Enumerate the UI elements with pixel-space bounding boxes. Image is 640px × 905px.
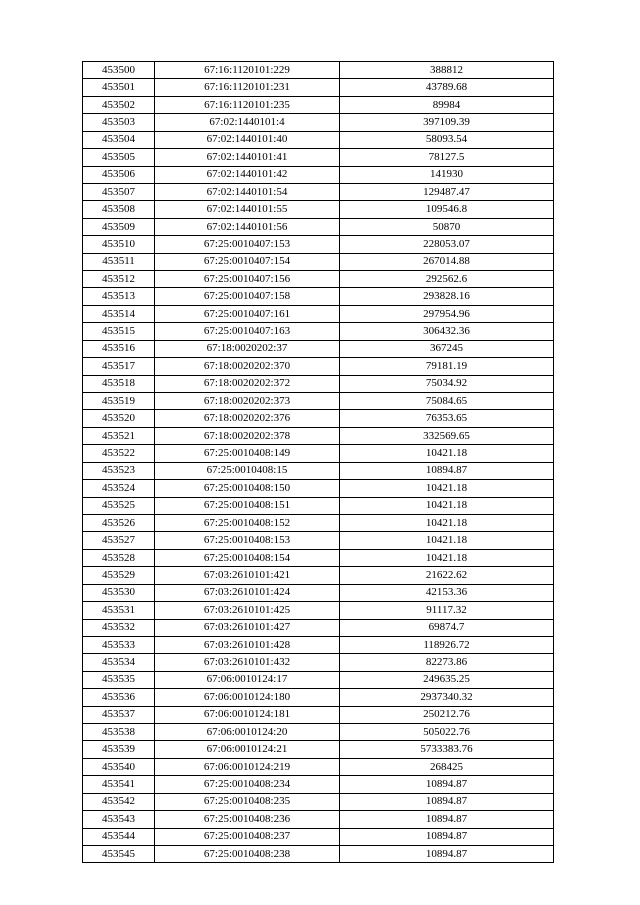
row-number-cell: 453509 — [83, 218, 155, 235]
cadastral-number-cell: 67:25:0010407:161 — [155, 305, 340, 322]
table-row — [83, 410, 554, 427]
value-cell: 306432.36 — [340, 323, 554, 340]
cadastral-number-cell: 67:02:1440101:54 — [155, 183, 340, 200]
table-row — [83, 845, 554, 862]
value-cell: 118926.72 — [340, 636, 554, 653]
value-cell: 388812 — [340, 62, 554, 79]
cadastral-number-cell: 67:06:0010124:20 — [155, 724, 340, 741]
table-row — [83, 236, 554, 253]
value-cell: 129487.47 — [340, 183, 554, 200]
cadastral-number-cell: 67:16:1120101:231 — [155, 79, 340, 96]
value-cell: 10421.18 — [340, 497, 554, 514]
cadastral-number-cell: 67:25:0010408:237 — [155, 828, 340, 845]
table-row — [83, 358, 554, 375]
row-number-cell: 453524 — [83, 480, 155, 497]
table-row — [83, 497, 554, 514]
cadastral-number-cell: 67:25:0010408:234 — [155, 776, 340, 793]
cadastral-number-cell: 67:25:0010408:235 — [155, 793, 340, 810]
table-row — [83, 323, 554, 340]
row-number-cell: 453502 — [83, 96, 155, 113]
cadastral-number-cell: 67:18:0020202:376 — [155, 410, 340, 427]
cadastral-number-cell: 67:16:1120101:229 — [155, 62, 340, 79]
table-row — [83, 96, 554, 113]
row-number-cell: 453527 — [83, 532, 155, 549]
table-row — [83, 183, 554, 200]
cadastral-number-cell: 67:18:0020202:378 — [155, 427, 340, 444]
cadastral-number-cell: 67:02:1440101:4 — [155, 114, 340, 131]
value-cell: 249635.25 — [340, 671, 554, 688]
value-cell: 332569.65 — [340, 427, 554, 444]
row-number-cell: 453529 — [83, 567, 155, 584]
row-number-cell: 453518 — [83, 375, 155, 392]
cadastral-number-cell: 67:03:2610101:432 — [155, 654, 340, 671]
table-body — [83, 62, 554, 863]
cadastral-number-cell: 67:25:0010408:152 — [155, 514, 340, 531]
table-row — [83, 427, 554, 444]
value-cell: 75084.65 — [340, 393, 554, 410]
table-row — [83, 62, 554, 79]
row-number-cell: 453528 — [83, 549, 155, 566]
cadastral-number-cell: 67:25:0010408:154 — [155, 549, 340, 566]
row-number-cell: 453505 — [83, 149, 155, 166]
cadastral-number-cell: 67:25:0010407:163 — [155, 323, 340, 340]
table-row — [83, 532, 554, 549]
row-number-cell: 453512 — [83, 271, 155, 288]
row-number-cell: 453534 — [83, 654, 155, 671]
row-number-cell: 453507 — [83, 183, 155, 200]
table-row — [83, 567, 554, 584]
cadastral-number-cell: 67:25:0010408:149 — [155, 445, 340, 462]
table-row — [83, 584, 554, 601]
cadastral-number-cell: 67:02:1440101:42 — [155, 166, 340, 183]
value-cell: 228053.07 — [340, 236, 554, 253]
row-number-cell: 453530 — [83, 584, 155, 601]
table-row — [83, 811, 554, 828]
table-row — [83, 776, 554, 793]
row-number-cell: 453544 — [83, 828, 155, 845]
row-number-cell: 453523 — [83, 462, 155, 479]
row-number-cell: 453531 — [83, 602, 155, 619]
value-cell: 76353.65 — [340, 410, 554, 427]
row-number-cell: 453514 — [83, 305, 155, 322]
cadastral-number-cell: 67:25:0010408:238 — [155, 845, 340, 862]
value-cell: 21622.62 — [340, 567, 554, 584]
cadastral-number-cell: 67:03:2610101:427 — [155, 619, 340, 636]
table-row — [83, 671, 554, 688]
row-number-cell: 453541 — [83, 776, 155, 793]
value-cell: 10894.87 — [340, 828, 554, 845]
value-cell: 10894.87 — [340, 776, 554, 793]
row-number-cell: 453508 — [83, 201, 155, 218]
row-number-cell: 453521 — [83, 427, 155, 444]
cadastral-number-cell: 67:25:0010408:151 — [155, 497, 340, 514]
row-number-cell: 453542 — [83, 793, 155, 810]
cadastral-number-cell: 67:25:0010408:15 — [155, 462, 340, 479]
value-cell: 91117.32 — [340, 602, 554, 619]
row-number-cell: 453532 — [83, 619, 155, 636]
table-row — [83, 758, 554, 775]
cadastral-number-cell: 67:25:0010408:153 — [155, 532, 340, 549]
table-row — [83, 288, 554, 305]
table-row — [83, 201, 554, 218]
cadastral-number-cell: 67:25:0010408:150 — [155, 480, 340, 497]
cadastral-number-cell: 67:06:0010124:17 — [155, 671, 340, 688]
value-cell: 397109.39 — [340, 114, 554, 131]
value-cell: 58093.54 — [340, 131, 554, 148]
cadastral-number-cell: 67:18:0020202:373 — [155, 393, 340, 410]
value-cell: 267014.88 — [340, 253, 554, 270]
table-row — [83, 114, 554, 131]
cadastral-number-cell: 67:18:0020202:37 — [155, 340, 340, 357]
row-number-cell: 453500 — [83, 62, 155, 79]
value-cell: 10421.18 — [340, 549, 554, 566]
row-number-cell: 453517 — [83, 358, 155, 375]
row-number-cell: 453522 — [83, 445, 155, 462]
cadastral-number-cell: 67:06:0010124:180 — [155, 689, 340, 706]
value-cell: 10894.87 — [340, 462, 554, 479]
cadastral-number-cell: 67:03:2610101:425 — [155, 602, 340, 619]
row-number-cell: 453543 — [83, 811, 155, 828]
value-cell: 43789.68 — [340, 79, 554, 96]
cadastral-number-cell: 67:03:2610101:424 — [155, 584, 340, 601]
row-number-cell: 453525 — [83, 497, 155, 514]
value-cell: 10421.18 — [340, 480, 554, 497]
row-number-cell: 453533 — [83, 636, 155, 653]
table-row — [83, 480, 554, 497]
table-row — [83, 689, 554, 706]
table-row — [83, 149, 554, 166]
row-number-cell: 453519 — [83, 393, 155, 410]
cadastral-number-cell: 67:02:1440101:55 — [155, 201, 340, 218]
value-cell: 292562.6 — [340, 271, 554, 288]
value-cell: 5733383.76 — [340, 741, 554, 758]
row-number-cell: 453535 — [83, 671, 155, 688]
row-number-cell: 453536 — [83, 689, 155, 706]
cadastral-number-cell: 67:18:0020202:370 — [155, 358, 340, 375]
row-number-cell: 453538 — [83, 724, 155, 741]
row-number-cell: 453515 — [83, 323, 155, 340]
data-table — [82, 61, 554, 863]
row-number-cell: 453526 — [83, 514, 155, 531]
cadastral-number-cell: 67:16:1120101:235 — [155, 96, 340, 113]
value-cell: 250212.76 — [340, 706, 554, 723]
table-row — [83, 340, 554, 357]
table-row — [83, 462, 554, 479]
table-row — [83, 514, 554, 531]
cadastral-number-cell: 67:02:1440101:41 — [155, 149, 340, 166]
cadastral-number-cell: 67:25:0010407:156 — [155, 271, 340, 288]
table-row — [83, 393, 554, 410]
row-number-cell: 453506 — [83, 166, 155, 183]
table-row — [83, 741, 554, 758]
value-cell: 10421.18 — [340, 514, 554, 531]
row-number-cell: 453520 — [83, 410, 155, 427]
cadastral-number-cell: 67:03:2610101:428 — [155, 636, 340, 653]
value-cell: 10894.87 — [340, 845, 554, 862]
value-cell: 75034.92 — [340, 375, 554, 392]
row-number-cell: 453539 — [83, 741, 155, 758]
table-row — [83, 131, 554, 148]
table-row — [83, 549, 554, 566]
table-row — [83, 654, 554, 671]
table-row — [83, 305, 554, 322]
value-cell: 141930 — [340, 166, 554, 183]
table-row — [83, 636, 554, 653]
table-row — [83, 375, 554, 392]
value-cell: 293828.16 — [340, 288, 554, 305]
value-cell: 42153.36 — [340, 584, 554, 601]
row-number-cell: 453513 — [83, 288, 155, 305]
cadastral-number-cell: 67:02:1440101:40 — [155, 131, 340, 148]
value-cell: 268425 — [340, 758, 554, 775]
value-cell: 79181.19 — [340, 358, 554, 375]
table-row — [83, 218, 554, 235]
row-number-cell: 453540 — [83, 758, 155, 775]
row-number-cell: 453516 — [83, 340, 155, 357]
value-cell: 89984 — [340, 96, 554, 113]
row-number-cell: 453545 — [83, 845, 155, 862]
table-row — [83, 602, 554, 619]
row-number-cell: 453501 — [83, 79, 155, 96]
cadastral-number-cell: 67:25:0010407:158 — [155, 288, 340, 305]
cadastral-number-cell: 67:06:0010124:181 — [155, 706, 340, 723]
value-cell: 10421.18 — [340, 445, 554, 462]
cadastral-number-cell: 67:25:0010407:153 — [155, 236, 340, 253]
table-row — [83, 253, 554, 270]
table-row — [83, 166, 554, 183]
value-cell: 50870 — [340, 218, 554, 235]
row-number-cell: 453511 — [83, 253, 155, 270]
table-row — [83, 619, 554, 636]
cadastral-number-cell: 67:18:0020202:372 — [155, 375, 340, 392]
cadastral-number-cell: 67:03:2610101:421 — [155, 567, 340, 584]
value-cell: 109546.8 — [340, 201, 554, 218]
row-number-cell: 453504 — [83, 131, 155, 148]
value-cell: 297954.96 — [340, 305, 554, 322]
row-number-cell: 453510 — [83, 236, 155, 253]
cadastral-number-cell: 67:06:0010124:21 — [155, 741, 340, 758]
value-cell: 2937340.32 — [340, 689, 554, 706]
table-row — [83, 793, 554, 810]
cadastral-number-cell: 67:25:0010407:154 — [155, 253, 340, 270]
cadastral-number-cell: 67:06:0010124:219 — [155, 758, 340, 775]
value-cell: 10894.87 — [340, 811, 554, 828]
table-row — [83, 724, 554, 741]
value-cell: 367245 — [340, 340, 554, 357]
value-cell: 69874.7 — [340, 619, 554, 636]
table-row — [83, 706, 554, 723]
value-cell: 505022.76 — [340, 724, 554, 741]
table-row — [83, 445, 554, 462]
value-cell: 82273.86 — [340, 654, 554, 671]
value-cell: 10421.18 — [340, 532, 554, 549]
cadastral-number-cell: 67:25:0010408:236 — [155, 811, 340, 828]
table-row — [83, 828, 554, 845]
value-cell: 10894.87 — [340, 793, 554, 810]
table-row — [83, 79, 554, 96]
value-cell: 78127.5 — [340, 149, 554, 166]
row-number-cell: 453537 — [83, 706, 155, 723]
cadastral-number-cell: 67:02:1440101:56 — [155, 218, 340, 235]
table-row — [83, 271, 554, 288]
row-number-cell: 453503 — [83, 114, 155, 131]
